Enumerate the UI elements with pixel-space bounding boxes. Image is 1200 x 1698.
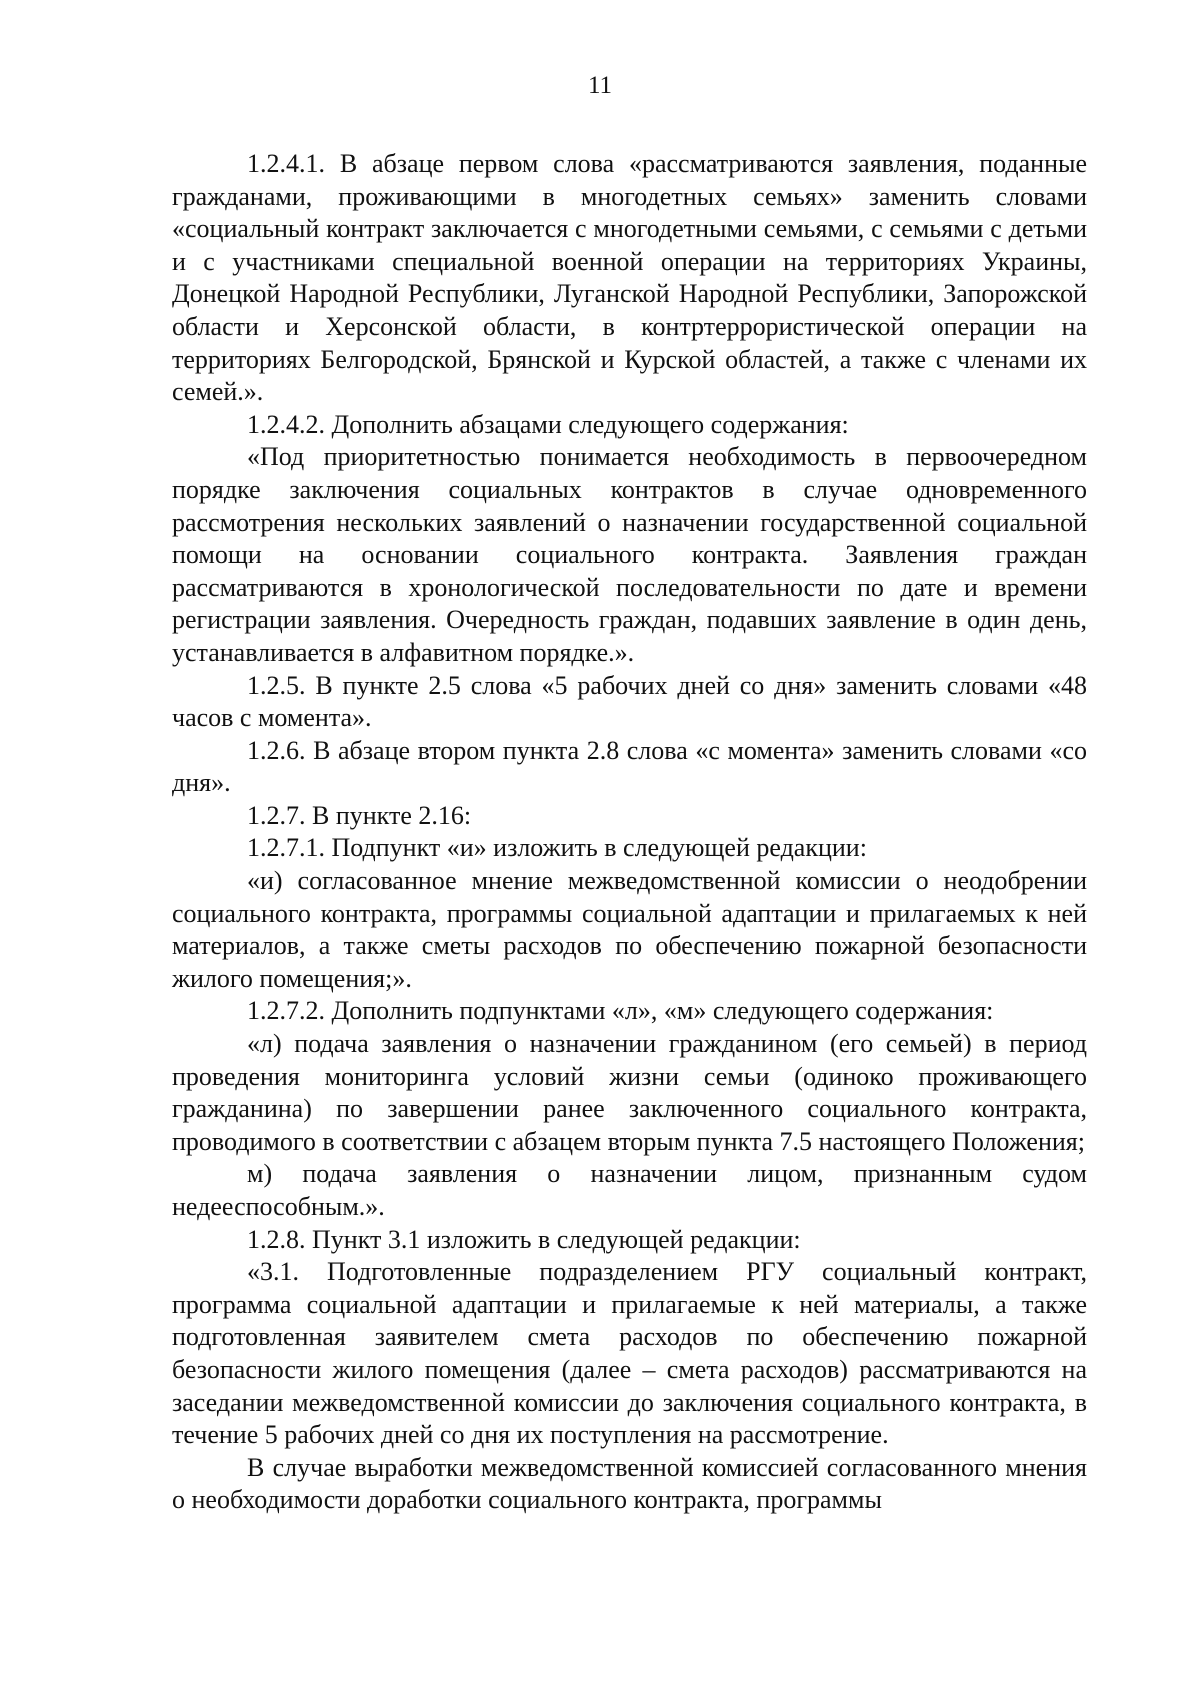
paragraph-1-2-7: 1.2.7. В пункте 2.16: [247, 800, 472, 830]
paragraph-1-2-8: 1.2.8. Пункт 3.1 изложить в следующей редакции: [247, 1224, 801, 1254]
paragraph-1-2-7-2: 1.2.7.2. Дополнить подпунктами «л», «м» следующего содержания: [247, 996, 994, 1026]
paragraph-priority-definition: «Под приоритетностью понимается необходимость в первоочередном порядке заключения социальных контрактов в случае одновременного рассмотрения нескольких заявлений о назначении государственной социальной помощи на основании социального контракта. Заявления граждан рассматриваются в хронологической последовательности по дате и времени регистрации заявления. Очередность граждан, подавших заявление в один день, устанавливается в алфавитном порядке.». [172, 442, 1087, 667]
document-body [172, 148, 1087, 1517]
paragraph-item-3-1: «3.1. Подготовленные подразделением РГУ социальный контракт, программа социальной адаптации и прилагаемые к ней материалы, а также подготовленная заявителем смета расходов по обеспечению пожарной безопасности жилого помещения (далее – смета расходов) рассматриваются на заседании межведомственной комиссии до заключения социального контракта, в течение 5 рабочих дней со дня их поступления на рассмотрение. [172, 1257, 1087, 1450]
paragraph-subitem-i: «и) согласованное мнение межведомственной комиссии о неодобрении социального контракта, программы социальной адаптации и прилагаемых к ней материалов, а также сметы расходов по обеспечению пожарной безопасности жилого помещения;». [172, 866, 1087, 993]
paragraph-1-2-5: 1.2.5. В пункте 2.5 слова «5 рабочих дней со дня» заменить словами «48 часов с момента». [172, 670, 1087, 733]
page-number: 11 [587, 72, 613, 99]
paragraph-subitem-l: «л) подача заявления о назначении гражданином (его семьей) в период проведения мониторинга условий жизни семьи (одиноко проживающего гражданина) по завершении ранее заключенного социального контракта, проводимого в соответствии с абзацем вторым пункта 7.5 настоящего Положения; [172, 1029, 1087, 1156]
paragraph-1-2-4-1: 1.2.4.1. В абзаце первом слова «рассматриваются заявления, поданные гражданами, проживающими в многодетных семьях» заменить словами «социальный контракт заключается с многодетными семьями, с семьями с детьми и с участниками специальной военной операции на территориях Украины, Донецкой Народной Республики, Луганской Народной Республики, Запорожской области и Херсонской области, в контртеррористической операции на территориях Белгородской, Брянской и Курской областей, а также с членами их семей.». [172, 149, 1087, 407]
paragraph-subitem-m: м) подача заявления о назначении лицом, признанным судом недееспособным.». [172, 1159, 1087, 1221]
paragraph-1-2-7-1: 1.2.7.1. Подпункт «и» изложить в следующей редакции: [247, 833, 867, 863]
paragraph-revision-case: В случае выработки межведомственной комиссией согласованного мнения о необходимости доработки социального контракта, программы [172, 1452, 1087, 1515]
paragraph-1-2-6: 1.2.6. В абзаце втором пункта 2.8 слова «с момента» заменить словами «со дня». [172, 735, 1087, 798]
paragraph-1-2-4-2: 1.2.4.2. Дополнить абзацами следующего содержания: [247, 409, 849, 439]
